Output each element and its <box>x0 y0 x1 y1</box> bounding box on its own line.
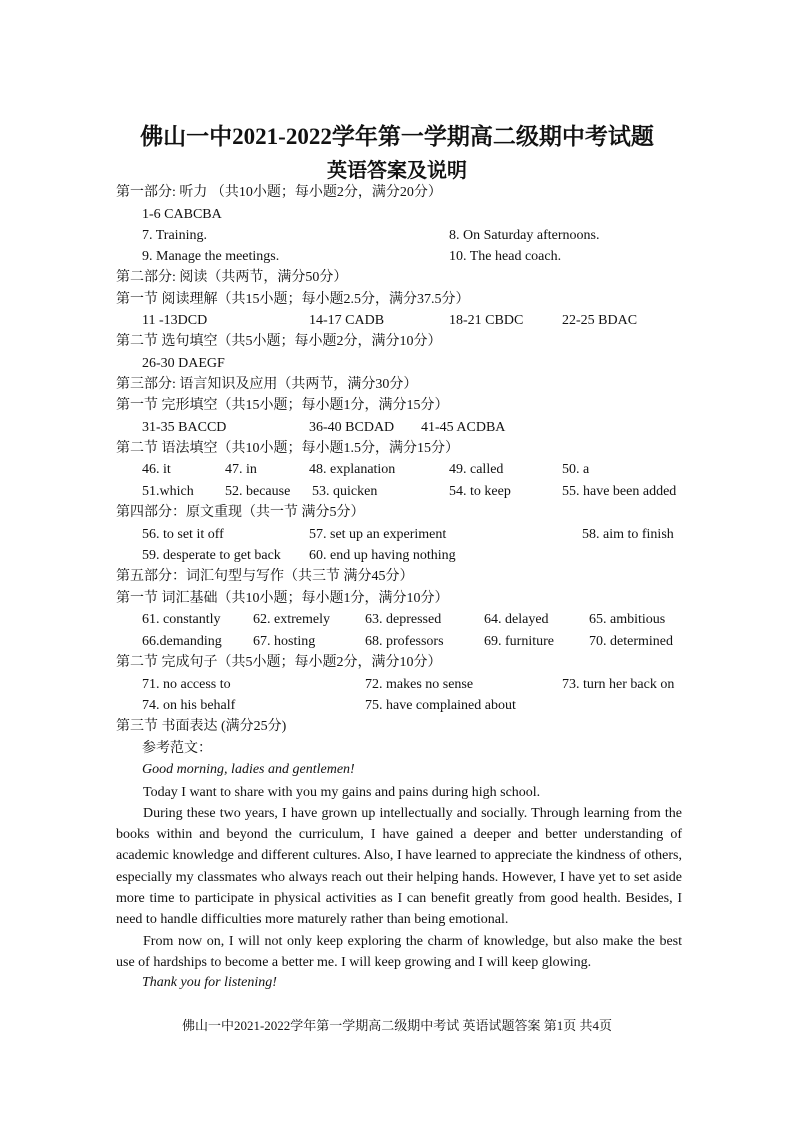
essay-paragraph-2: During these two years, I have grown up intellectually and socially. Through learning from the books within and beyond the curriculum, I have gained a deeper and better understanding of academic knowledge and different cultures. Also, I have learned to appreciate the kindness of others, especially my classmates who always reach out their helping hands. However, I have yet to set aside more time to participate in physical activities as I can benefit greatly from good health. Besides, I need to handle difficulties more maturely rather than being emotional. <box>116 806 682 928</box>
answer-7: 7. Training. <box>142 228 207 243</box>
part1-heading: 第一部分: 听力 （共10小题；每小题2分，满分20分） <box>116 185 442 200</box>
answer-73: 73. turn her back on <box>562 677 675 692</box>
answer-41-45: 41-45 ACDBA <box>421 420 506 435</box>
document-subtitle: 英语答案及说明 <box>327 160 467 182</box>
essay-paragraph-3: From now on, I will not only keep exploring the charm of knowledge, but also make the best use of hardships to become a better me. I will keep growing and I will keep glowing. <box>116 934 682 971</box>
answer-61: 61. constantly <box>142 612 221 627</box>
part2-section2-heading: 第二节 选句填空（共5小题；每小题2分，满分10分） <box>116 334 442 349</box>
essay-closing: Thank you for listening! <box>142 975 277 990</box>
answer-67: 67. hosting <box>253 634 316 649</box>
part5-section3-heading: 第三节 书面表达 (满分25分) <box>116 719 287 734</box>
answer-65: 65. ambitious <box>589 612 666 627</box>
part2-heading: 第二部分: 阅读（共两节，满分50分） <box>116 270 348 285</box>
part3-heading: 第三部分: 语言知识及应用（共两节，满分30分） <box>116 377 418 392</box>
answer-64: 64. delayed <box>484 612 549 627</box>
answer-14-17: 14-17 CADB <box>309 313 385 328</box>
answer-31-35: 31-35 BACCD <box>142 420 227 435</box>
answer-48: 48. explanation <box>309 462 396 477</box>
answer-47: 47. in <box>225 462 257 477</box>
answer-71: 71. no access to <box>142 677 231 692</box>
answer-11-13: 11 -13DCD <box>142 313 208 328</box>
part3-section1-heading: 第一节 完形填空（共15小题；每小题1分，满分15分） <box>116 398 449 413</box>
answer-36-40: 36-40 BCDAD <box>309 420 395 435</box>
answer-60: 60. end up having nothing <box>309 548 456 563</box>
answer-49: 49. called <box>449 462 504 477</box>
answer-66: 66.demanding <box>142 634 222 649</box>
answer-18-21: 18-21 CBDC <box>449 313 524 328</box>
essay-greeting: Good morning, ladies and gentlemen! <box>142 762 355 777</box>
answer-62: 62. extremely <box>253 612 330 627</box>
answer-22-25: 22-25 BDAC <box>562 313 638 328</box>
answer-69: 69. furniture <box>484 634 554 649</box>
answer-72: 72. makes no sense <box>365 677 474 692</box>
answer-57: 57. set up an experiment <box>309 527 447 542</box>
answer-70: 70. determined <box>589 634 673 649</box>
answer-54: 54. to keep <box>449 484 511 499</box>
answer-75: 75. have complained about <box>365 698 516 713</box>
answer-58: 58. aim to finish <box>582 527 674 542</box>
answer-1-6: 1-6 CABCBA <box>142 207 222 222</box>
answer-74: 74. on his behalf <box>142 698 236 713</box>
answer-51: 51.which <box>142 484 194 499</box>
answer-26-30: 26-30 DAEGF <box>142 356 225 371</box>
answer-55: 55. have been added <box>562 484 677 499</box>
part2-section1-heading: 第一节 阅读理解（共15小题；每小题2.5分，满分37.5分） <box>116 292 470 307</box>
part5-section1-heading: 第一节 词汇基础（共10小题；每小题1分，满分10分） <box>116 591 449 606</box>
answer-68: 68. professors <box>365 634 444 649</box>
answer-53: 53. quicken <box>312 484 378 499</box>
answer-63: 63. depressed <box>365 612 442 627</box>
answer-46: 46. it <box>142 462 171 477</box>
answer-56: 56. to set it off <box>142 527 224 542</box>
answer-10: 10. The head coach. <box>449 249 562 264</box>
part3-section2-heading: 第二节 语法填空（共10小题；每小题1.5分，满分15分） <box>116 441 459 456</box>
answer-8: 8. On Saturday afternoons. <box>449 228 600 243</box>
part5-section2-heading: 第二节 完成句子（共5小题；每小题2分，满分10分） <box>116 655 442 670</box>
answer-9: 9. Manage the meetings. <box>142 249 280 264</box>
answer-59: 59. desperate to get back <box>142 548 281 563</box>
sample-essay-label: 参考范文： <box>142 741 212 756</box>
answer-50: 50. a <box>562 462 590 477</box>
essay-paragraph-1: Today I want to share with you my gains and pains during high school. <box>143 785 541 800</box>
part4-heading: 第四部分：原文重现（共一节 满分5分） <box>116 505 365 520</box>
page-footer: 佛山一中2021-2022学年第一学期高二级期中考试 英语试题答案 第1页 共4页 <box>181 1018 613 1033</box>
part5-heading: 第五部分：词汇句型与写作（共三节 满分45分） <box>116 569 414 584</box>
document-title: 佛山一中2021-2022学年第一学期高二级期中考试题 <box>140 124 654 149</box>
answer-52: 52. because <box>225 484 291 499</box>
